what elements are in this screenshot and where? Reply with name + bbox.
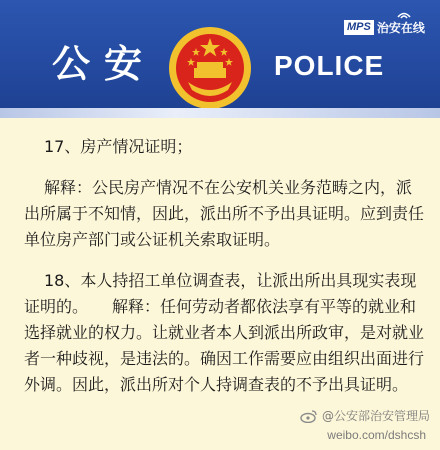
signal-icon: [396, 9, 412, 19]
item-18-text: 18、本人持招工单位调查表，让派出所出具现实表现证明的。 解释：任何劳动者都依法享有平等的就业和选择就业的权力。让就业者本人到派出所政审，是对就业者一种歧视，是违法的。确因工作需要应由组织出面进行外调。因此，派出所对个人持调查表的不予出具证明。: [24, 271, 425, 394]
national-emblem-icon: [166, 24, 254, 112]
title-cn: 公安: [52, 42, 157, 86]
weibo-icon: [300, 409, 318, 423]
title-en: POLICE: [274, 50, 385, 81]
brand-mps-label: MPS: [344, 20, 374, 35]
header-banner: [0, 0, 440, 118]
weibo-account: @公安部治安管理局: [321, 409, 430, 423]
weibo-url: weibo.com/dshcsh: [327, 428, 426, 442]
brand-logo: [344, 18, 425, 36]
item-17-title: 17、房产情况证明；: [44, 137, 193, 156]
weibo-watermark: [300, 407, 430, 424]
brand-text: 治安在线: [376, 20, 425, 35]
banner-stripe: [0, 108, 440, 118]
article-body: [24, 134, 424, 398]
item-17-explanation: 解释：公民房产情况不在公安机关业务范畴之内，派出所属于不知情，因此，派出所不予出具证明。应到责任单位房产部门或公证机关索取证明。: [24, 178, 425, 249]
